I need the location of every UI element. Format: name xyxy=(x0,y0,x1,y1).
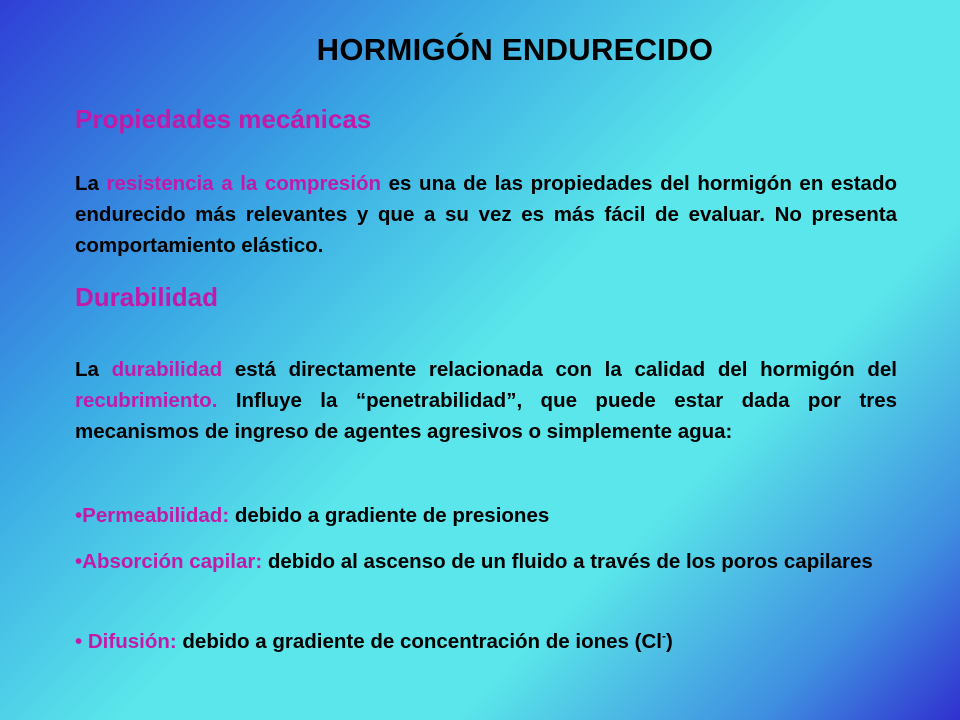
paragraph-durability xyxy=(75,354,897,447)
slide-title: HORMIGÓN ENDURECIDO xyxy=(316,32,714,67)
bullet-text: debido a gradiente de concentración de iones (Cl xyxy=(176,630,662,653)
highlight-term: durabilidad xyxy=(111,358,223,381)
bullet-capillary xyxy=(75,546,897,577)
bullet-term: • Difusión: xyxy=(75,630,177,653)
bullet-permeability xyxy=(75,500,897,531)
paragraph-text: es una de las propiedades del hormigón en estado endurecido más relevantes y que a su vez es más fácil de evaluar. No presenta comportamiento elástico. xyxy=(75,172,897,257)
paragraph-compression xyxy=(75,168,897,261)
paragraph-text: La xyxy=(75,358,112,381)
bullet-text-end: ) xyxy=(665,630,673,653)
paragraph-text: Influye la “penetrabilidad”, que puede estar dada por tres mecanismos de ingreso de agentes agresivos o simplemente agua: xyxy=(75,389,897,443)
section-heading-mechanical: Propiedades mecánicas xyxy=(75,104,372,134)
section-heading-durability: Durabilidad xyxy=(75,282,219,312)
paragraph-text: La xyxy=(75,172,107,195)
bullet-text: debido a gradiente de presiones xyxy=(229,504,550,527)
bullet-text: debido al ascenso de un fluido a través de los poros capilares xyxy=(262,550,873,573)
highlight-term: resistencia a la compresión xyxy=(106,172,382,195)
bullet-diffusion xyxy=(75,626,897,657)
superscript-minus: - xyxy=(661,629,666,644)
bullet-term: •Permeabilidad: xyxy=(75,504,230,527)
bullet-term: •Absorción capilar: xyxy=(75,550,263,573)
highlight-term: recubrimiento. xyxy=(75,389,218,412)
paragraph-text: está directamente relacionada con la calidad del hormigón del xyxy=(222,358,897,381)
